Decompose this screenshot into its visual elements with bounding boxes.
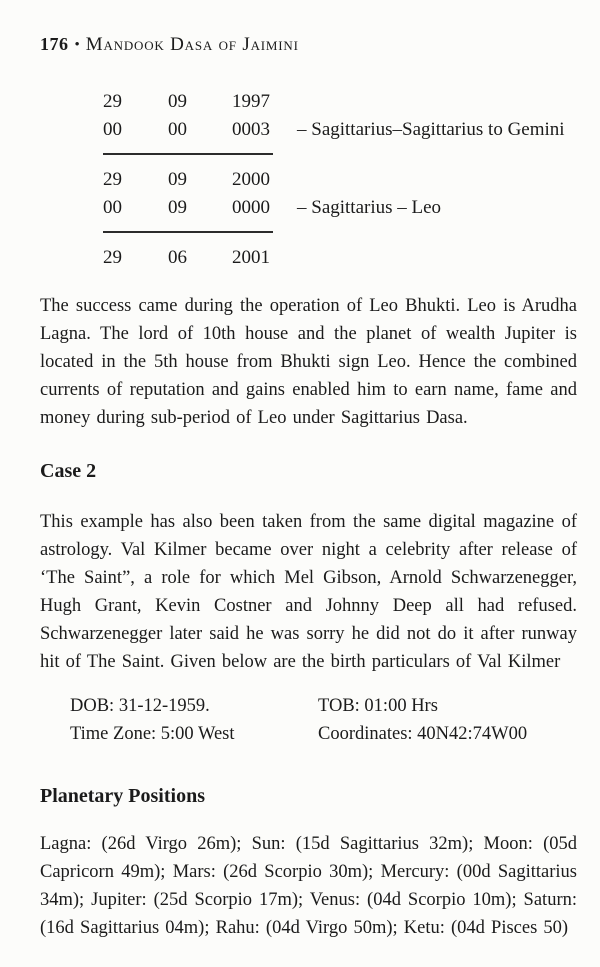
table-row xyxy=(103,194,577,222)
tob-value: TOB: 01:00 Hrs xyxy=(318,696,438,716)
cell-year: 2000 xyxy=(232,169,270,190)
cell-day: 00 xyxy=(103,119,122,140)
running-header xyxy=(40,33,577,56)
table-row xyxy=(103,244,577,272)
cell-month: 09 xyxy=(168,197,187,218)
cell-day: 00 xyxy=(103,197,122,218)
cell-note xyxy=(296,166,577,194)
coordinates-value: Coordinates: 40N42:74W00 xyxy=(318,724,528,744)
timezone-value: Time Zone: 5:00 West xyxy=(70,724,235,744)
dob-value: DOB: 31-12-1959. xyxy=(70,696,210,716)
case1-conclusion-paragraph: The success came during the operation of Leo Bhukti. Leo is Arudha Lagna. The lord of 10th house and the planet of wealth Jupiter is located in the 5th house from Bhukti sign Leo. Hence the combined currents of reputation and gains enabled him to earn name, fame and money during sub-period of Leo under Sagittarius Dasa. xyxy=(40,296,577,428)
cell-year: 0000 xyxy=(232,197,270,218)
header-bullet: • xyxy=(74,37,80,53)
birth-particulars xyxy=(40,692,577,748)
cell-year: 1997 xyxy=(232,91,270,112)
table-divider xyxy=(103,153,273,155)
table-row xyxy=(103,116,577,144)
cell-month: 09 xyxy=(168,91,187,112)
planetary-positions-paragraph: Lagna: (26d Virgo 26m); Sun: (15d Sagittarius 32m); Moon: (05d Capricorn 49m); Mars: (26d Scorpio 30m); Mercury: (00d Sagittarius 34m); Jupiter: (25d Scorpio 17m); Venus: (04d Scorpio 10m); Saturn: (16d Sagittarius 04m); Rahu: (04d Virgo 50m); Ketu: (04d Pisces 50) xyxy=(40,834,577,938)
page-number: 176 xyxy=(40,34,69,54)
cell-day: 29 xyxy=(103,169,122,190)
cell-note xyxy=(296,88,577,116)
cell-month: 06 xyxy=(168,247,187,268)
cell-year: 2001 xyxy=(232,247,270,268)
cell-note xyxy=(296,244,577,272)
table-row xyxy=(103,88,577,116)
cell-note: – Sagittarius – Leo xyxy=(297,197,442,218)
cell-day: 29 xyxy=(103,247,122,268)
cell-year: 0003 xyxy=(232,119,270,140)
case2-heading: Case 2 xyxy=(40,460,97,482)
table-divider xyxy=(103,231,273,233)
table-row xyxy=(103,166,577,194)
cell-day: 29 xyxy=(103,91,122,112)
cell-month: 00 xyxy=(168,119,187,140)
dasa-period-table xyxy=(103,88,577,272)
cell-month: 09 xyxy=(168,169,187,190)
book-title: Mandook Dasa of Jaimini xyxy=(85,34,299,55)
planetary-positions-heading: Planetary Positions xyxy=(40,785,205,807)
cell-note: – Sagittarius–Sagittarius to Gemini xyxy=(297,119,565,140)
case2-intro-paragraph: This example has also been taken from the same digital magazine of astrology. Val Kilmer became over night a celebrity after release of ‘The Saint”, a role for which Mel Gibson, Arnold Schwarzenegger, Hugh Grant, Kevin Costner and Johnny Deep all had refused. Schwarzenegger later said he was sorry he did not do it after runway hit of The Saint. Given below are the birth particulars of Val Kilmer xyxy=(40,512,577,672)
